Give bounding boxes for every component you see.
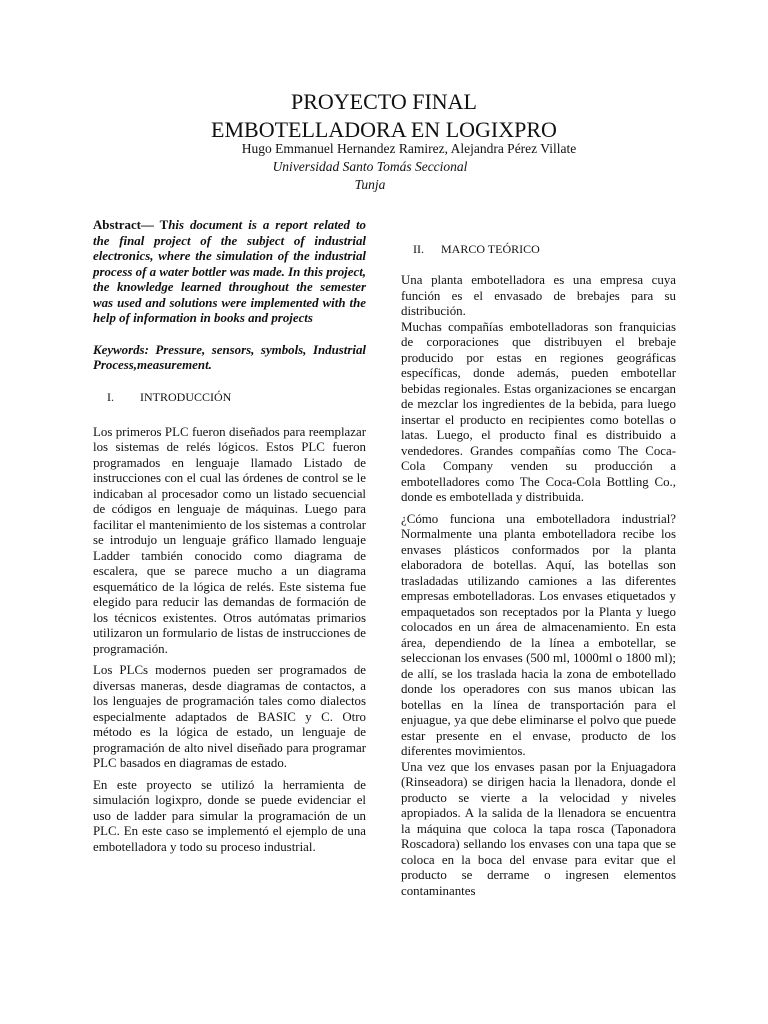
marco-paragraph-1: Una planta embotelladora es una empresa cuya función es el envasado de brebajes para su distribución. xyxy=(401,273,676,318)
abstract-lead: Abstract— T xyxy=(93,218,169,232)
affiliation-line-1: Universidad Santo Tomás Seccional xyxy=(272,159,468,174)
marco-paragraph-3: ¿Cómo funciona una embotelladora industrial? Normalmente una planta embotelladora recibe los envases plásticos conformados por la planta elaboradora de botellas. Aquí, las botellas son trasladadas utilizando camiones a las diferentes empresas embotelladoras. Los envases etiquetados y empaquetados son receptados por la Planta y luego colocados en un área de almacenamiento. En esta área, dependiendo de la línea a embotellar, se seleccionan los envases (500 ml, 1000ml o 1800 ml); de allí, se los traslada hacia la zona de embotellado donde los operadores con sus manos ubican las botellas en la línea de transportación para el enjuague, ya que debe eliminarse el polvo que puede estar presente en el envase, producto de los diferentes movimientos. xyxy=(401,511,676,758)
affiliation-line-2: Tunja xyxy=(354,177,386,192)
abstract-body: his document is a report related to the final project of the subject of industrial electronics, where the simulation of the industrial process of a water bottler was made. In this project, the knowledge learned throughout the semester was used and solutions were implemented with the help of information in books and projects xyxy=(93,218,366,325)
section-heading-marco-teorico xyxy=(413,242,676,257)
marco-paragraph-4: Una vez que los envases pasan por la Enjuagadora (Rinseadora) se dirigen hacia la llenadora, donde el producto se vierte a la velocidad y niveles apropiados. A la salida de la llenadora se encuentra la máquina que coloca la tapa rosca (Taponadora Roscadora) sellando los envases con una tapa que se coloca en la boca del envase para evitar que el producto se derrame o ingresen elementos contaminantes xyxy=(401,759,676,898)
paper-title-line-2: EMBOTELLADORA EN LOGIXPRO xyxy=(211,117,557,142)
section-number: II. xyxy=(413,242,424,256)
paper-title-line-1: PROYECTO FINAL xyxy=(290,89,477,114)
intro-paragraph-2: Los PLCs modernos pueden ser programados de diversas maneras, desde diagramas de contactos, a los lenguajes de programación tales como dialectos especialmente adaptados de BASIC y C. Otro método es la lógica de estado, un lenguaje de programación de alto nivel diseñado para programar PLC basados en diagramas de estado. xyxy=(93,663,366,770)
intro-paragraph-1: Los primeros PLC fueron diseñados para reemplazar los sistemas de relés lógicos. Estos PLC fueron programados en lenguaje llamado Listado de instrucciones con el cual las órdenes de control se le indicaban al procesador como un listado secuencial de códigos en lenguaje de máquinas. Luego para facilitar el mantenimiento de los sistemas a controlar se introdujo un lenguaje gráfico llamado lenguaje Ladder también conocido como diagrama de escalera, que se parece mucho a un diagrama esquemático de la lógica de relés. Este sistema fue elegido para reducir las demandas de formación de los técnicos existentes. Otros autómatas primarios utilizaron un formulario de listas de instrucciones de programación. xyxy=(93,424,366,656)
intro-paragraph-3: En este proyecto se utilizó la herramienta de simulación logixpro, donde se puede evidenciar el uso de ladder para simular la programación de un PLC. En este caso se implementó el ejemplo de una embotelladora y todo su proceso industrial. xyxy=(93,777,366,854)
section-number: I. xyxy=(107,389,114,404)
left-column xyxy=(93,218,366,855)
section-title: MARCO TEÓRICO xyxy=(441,242,540,256)
authors-line: Hugo Emmanuel Hernandez Ramirez, Alejandra Pérez Villate xyxy=(241,141,577,156)
keywords-paragraph: Keywords: Pressure, sensors, symbols, Industrial Process,measurement. xyxy=(93,342,366,372)
right-column xyxy=(401,242,676,899)
section-heading-introduccion xyxy=(107,390,366,405)
abstract-paragraph xyxy=(93,218,366,327)
marco-paragraph-2: Muchas compañías embotelladoras son franquicias de corporaciones que distribuyen el brebaje producido por estas en regiones geográficas específicas, donde además, pueden embotellar bebidas regionales. Estas organizaciones se encargan de mezclar los ingredientes de la bebida, para luego insertar el producto en recipientes como botellas o latas. Luego, el producto final es distribuido a vendedores. Grandes compañías como The Coca-Cola Company venden su producción a embotelladores como The Coca-Cola Bottling Co., donde es embotellada y distribuida. xyxy=(401,319,676,504)
section-title: INTRODUCCIÓN xyxy=(140,389,232,404)
